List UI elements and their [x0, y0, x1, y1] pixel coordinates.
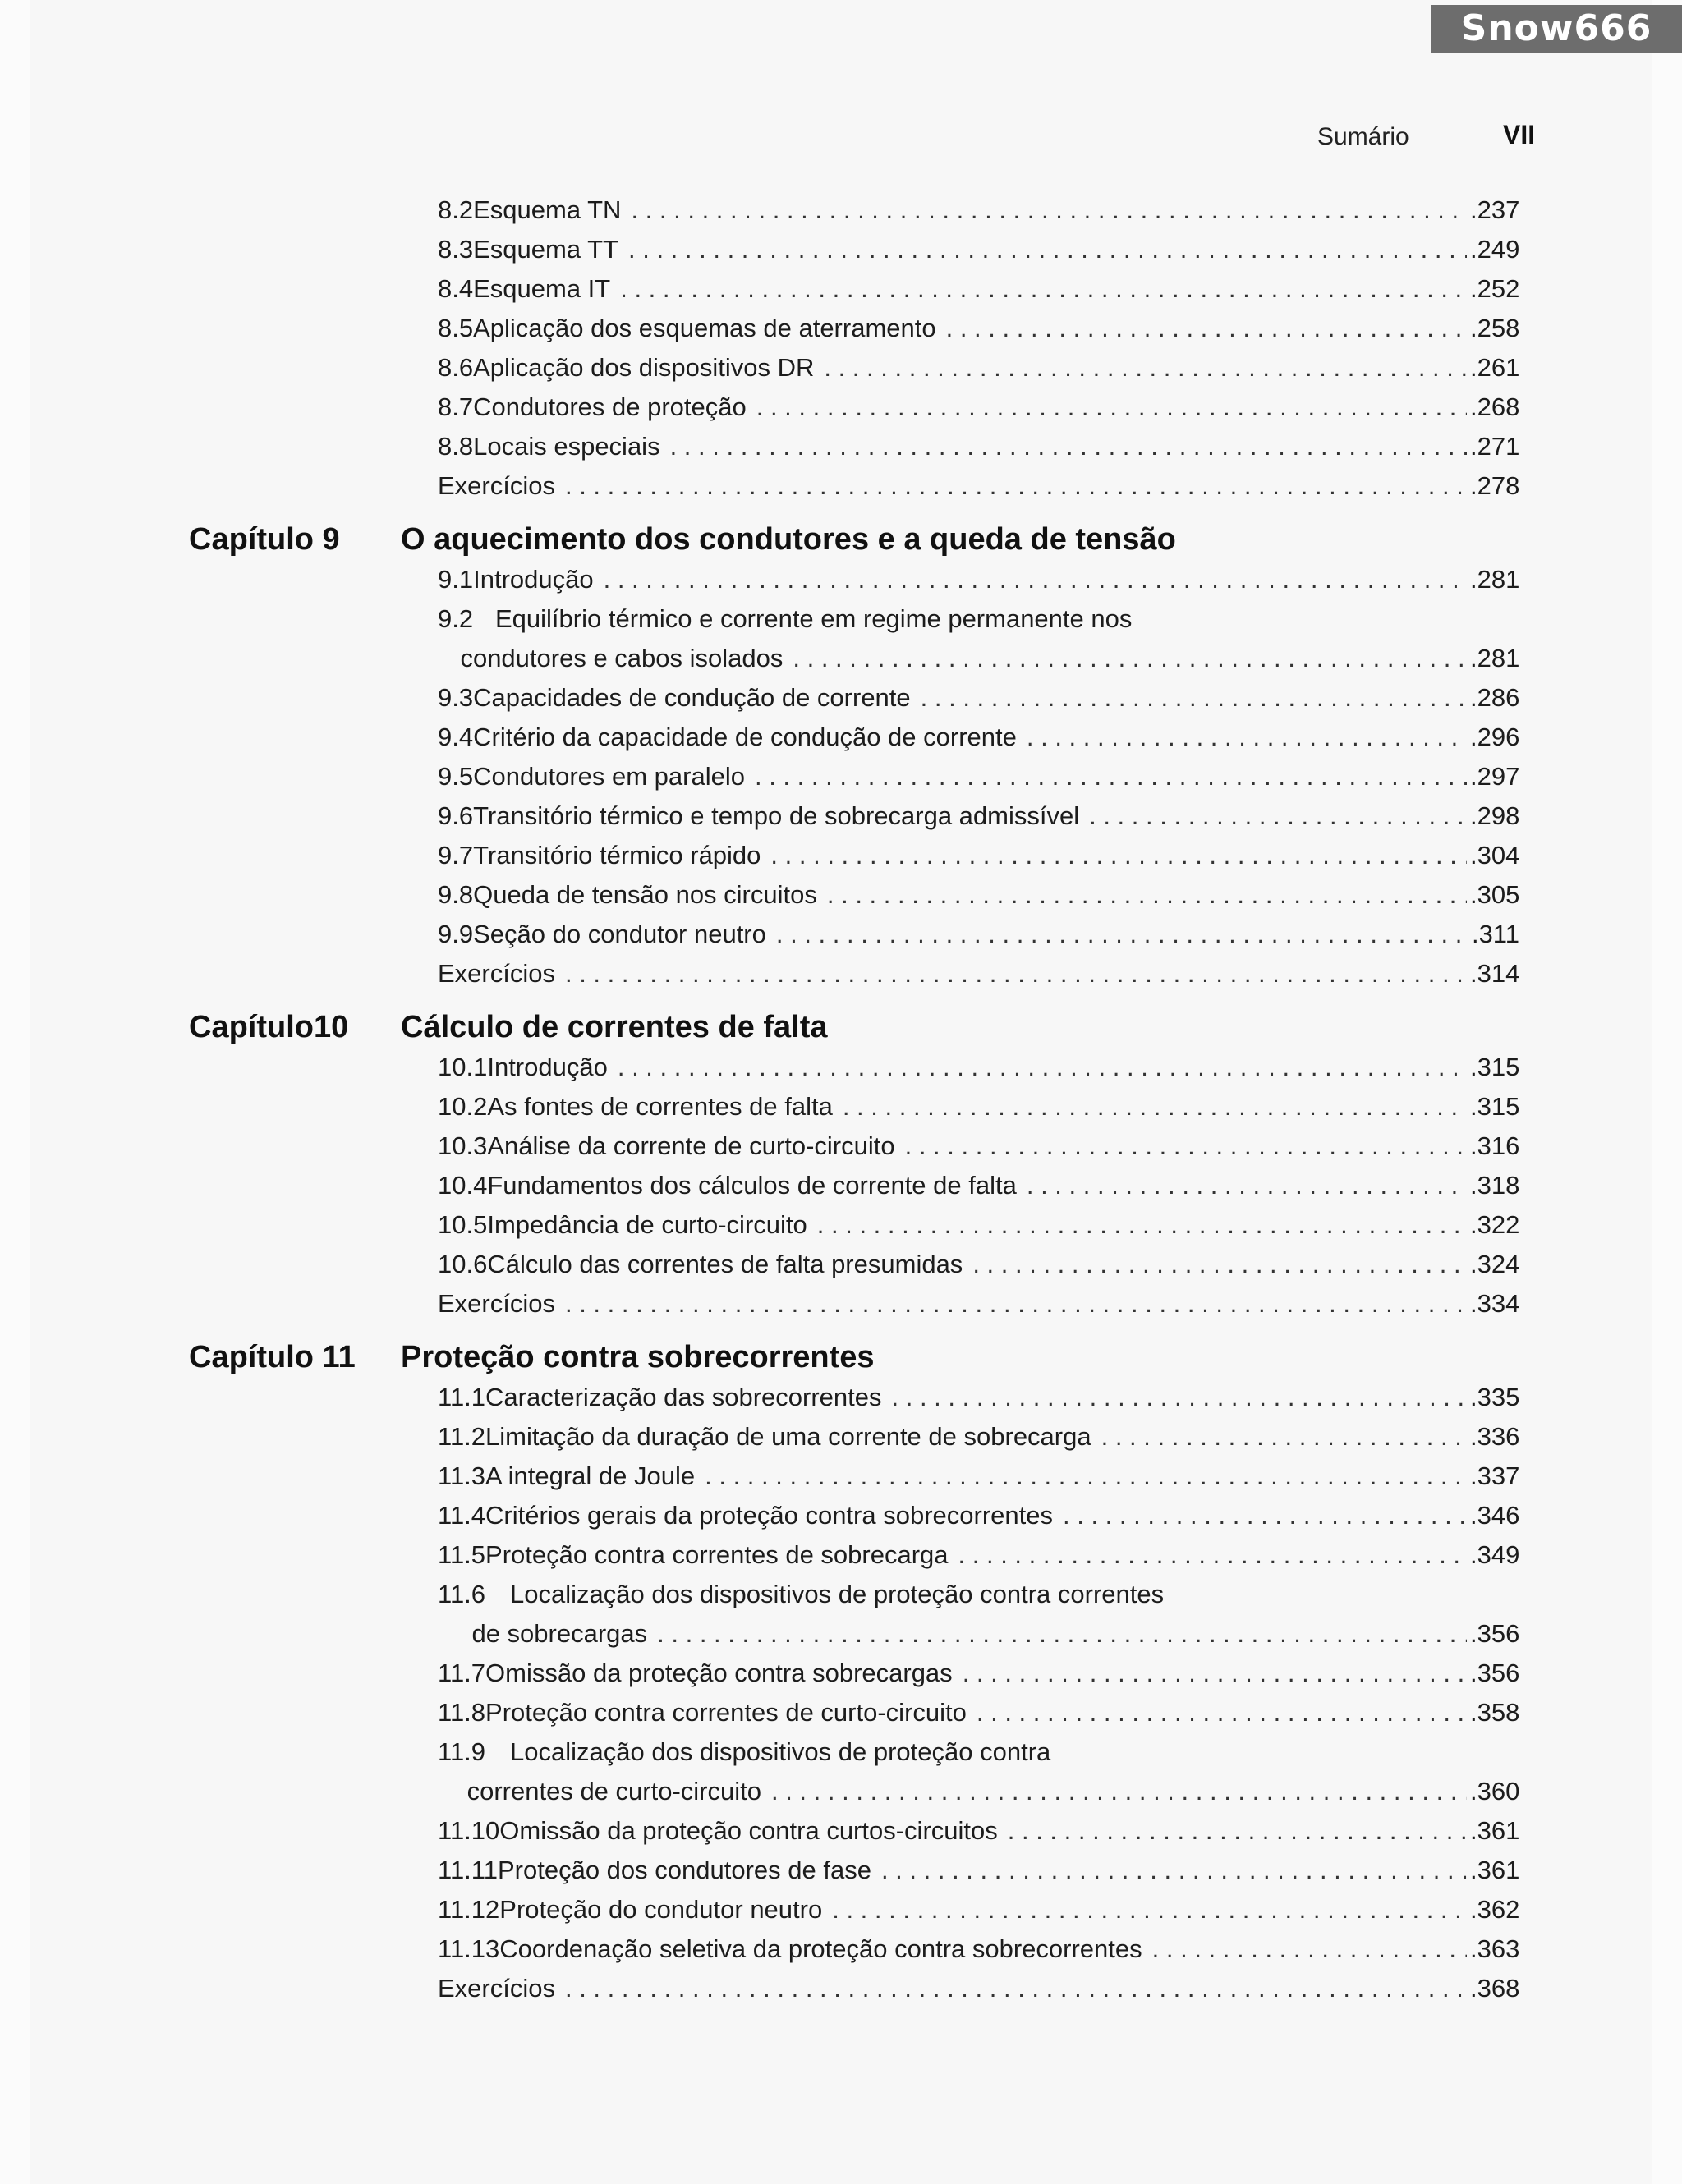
section-title: Proteção dos condutores de fase	[497, 1856, 871, 1884]
toc-entry[interactable]	[438, 1895, 1519, 1933]
section-number: 10.6	[438, 1250, 488, 1278]
dot-leader	[565, 471, 1467, 501]
page-number: .362	[1470, 1895, 1520, 1924]
section-number: 11.6	[438, 1580, 486, 1608]
section-title: Introdução	[473, 565, 594, 594]
toc-entry[interactable]	[438, 1619, 1519, 1657]
dot-leader	[892, 1383, 1468, 1412]
section-number: 11.3	[438, 1461, 486, 1490]
section-title: Exercícios	[438, 959, 555, 988]
dot-leader	[631, 195, 1467, 225]
page-number: .335	[1470, 1383, 1520, 1411]
section-number: 11.12	[438, 1895, 500, 1924]
section-title: Limitação da duração de uma corrente de sobrecarga	[485, 1422, 1091, 1451]
dot-leader	[824, 353, 1467, 383]
page-number: .281	[1470, 565, 1520, 594]
section-title: Cálculo das correntes de falta presumidas	[487, 1250, 963, 1278]
page-number: .311	[1471, 920, 1519, 948]
page-number: .314	[1470, 959, 1520, 988]
section-number: 9.3	[438, 683, 474, 712]
toc-entry[interactable]	[438, 959, 1519, 997]
dot-leader	[1063, 1501, 1467, 1530]
dot-leader	[832, 1895, 1467, 1925]
section-title: Coordenação seletiva da proteção contra sobrecorrentes	[499, 1934, 1142, 1963]
page-number: .315	[1470, 1053, 1520, 1081]
toc-entry[interactable]	[438, 392, 1519, 430]
section-title: Exercícios	[438, 1974, 555, 2003]
dot-leader	[776, 920, 1467, 949]
section-title: Fundamentos dos cálculos de corrente de falta	[487, 1171, 1017, 1200]
section-title: Equilíbrio térmico e corrente em regime permanente nos	[495, 604, 1133, 633]
section-number: 11.9	[438, 1737, 486, 1766]
toc-entry[interactable]	[438, 565, 1519, 603]
page-number: .296	[1470, 723, 1520, 751]
toc-entry[interactable]	[438, 1777, 1519, 1815]
toc-entry[interactable]	[438, 1461, 1519, 1499]
section-title: Esquema TN	[473, 195, 622, 224]
section-number: 11.10	[438, 1816, 500, 1845]
section-number: 11.5	[438, 1540, 486, 1569]
dot-leader	[670, 432, 1467, 461]
section-title: Proteção contra correntes de sobrecarga	[485, 1540, 949, 1569]
dot-leader	[620, 274, 1467, 304]
section-title: Condutores de proteção	[473, 392, 747, 421]
section-number: 10.5	[438, 1210, 488, 1239]
dot-leader	[1089, 801, 1467, 831]
dot-leader	[628, 235, 1467, 264]
page-number: .316	[1470, 1131, 1520, 1160]
dot-leader	[618, 1053, 1467, 1082]
toc-entry[interactable]	[438, 1092, 1519, 1130]
running-header-section: Sumário	[1317, 123, 1409, 150]
toc-entry[interactable]	[438, 353, 1519, 391]
section-title: Condutores em paralelo	[473, 762, 745, 791]
dot-leader	[657, 1619, 1467, 1649]
dot-leader	[1027, 1171, 1467, 1200]
page-number: .356	[1470, 1619, 1520, 1648]
page-number: .305	[1470, 880, 1520, 909]
page-number: .368	[1470, 1974, 1520, 2003]
page-number: .304	[1470, 841, 1520, 869]
section-title: Aplicação dos esquemas de aterramento	[473, 314, 936, 342]
section-title: de sobrecargas	[471, 1619, 648, 1648]
section-number: 10.4	[438, 1171, 488, 1200]
section-title: Proteção contra correntes de curto-circuito	[485, 1698, 967, 1727]
dot-leader	[705, 1461, 1467, 1491]
chapter-label: Capítulo 9	[189, 522, 340, 557]
running-header-page-number: VII	[1503, 120, 1536, 149]
section-number: 11.7	[438, 1659, 486, 1687]
dot-leader	[921, 683, 1467, 713]
section-title: Caracterização das sobrecorrentes	[485, 1383, 882, 1411]
page-number: .324	[1470, 1250, 1520, 1278]
page-number: .268	[1470, 392, 1520, 421]
section-title: Localização dos dispositivos de proteção contra correntes	[510, 1580, 1165, 1608]
dot-leader	[771, 1777, 1467, 1806]
section-title: Transitório térmico e tempo de sobrecarga admissível	[473, 801, 1080, 830]
page-number: .356	[1470, 1659, 1520, 1687]
section-title: Seção do condutor neutro	[473, 920, 766, 948]
chapter-label: Capítulo 11	[189, 1340, 356, 1374]
section-title: Queda de tensão nos circuitos	[473, 880, 817, 909]
section-title: Introdução	[487, 1053, 608, 1081]
dot-leader	[1101, 1422, 1467, 1452]
section-title: condutores e cabos isolados	[460, 644, 784, 672]
chapter-label: Capítulo10	[189, 1010, 349, 1044]
dot-leader	[827, 880, 1467, 910]
dot-leader	[755, 762, 1467, 791]
dot-leader	[1027, 723, 1467, 752]
toc-entry[interactable]	[438, 1974, 1519, 2012]
section-number: 8.2	[438, 195, 474, 224]
section-number: 10.1	[438, 1053, 488, 1081]
page-number: .360	[1470, 1777, 1520, 1805]
dot-leader	[905, 1131, 1467, 1161]
dot-leader	[963, 1659, 1467, 1688]
page-number: .336	[1470, 1422, 1520, 1451]
toc-entry[interactable]	[438, 1131, 1519, 1169]
page-number: .271	[1470, 432, 1520, 461]
section-title: Localização dos dispositivos de proteção contra	[510, 1737, 1051, 1766]
toc-entry-first-line	[438, 1737, 1050, 1775]
section-title: Proteção do condutor neutro	[499, 1895, 823, 1924]
section-title: Omissão da proteção contra sobrecargas	[485, 1659, 953, 1687]
section-number: 9.2	[438, 604, 474, 633]
toc-entry[interactable]	[438, 1289, 1519, 1327]
section-number: 11.4	[438, 1501, 486, 1530]
section-number: 8.7	[438, 392, 474, 421]
page-number: .322	[1470, 1210, 1520, 1239]
dot-leader	[843, 1092, 1467, 1122]
page-number: .361	[1470, 1856, 1520, 1884]
toc-entry[interactable]	[438, 1816, 1519, 1854]
section-title: Exercícios	[438, 471, 555, 500]
dot-leader	[793, 644, 1467, 673]
section-number: 9.9	[438, 920, 474, 948]
section-title: Critério da capacidade de condução de corrente	[473, 723, 1017, 751]
toc-entry[interactable]	[438, 1422, 1519, 1460]
section-title: Locais especiais	[473, 432, 660, 461]
toc-entry[interactable]	[438, 920, 1519, 957]
dot-leader	[565, 959, 1467, 989]
toc-entry[interactable]	[438, 314, 1519, 351]
toc-entry[interactable]	[438, 1250, 1519, 1287]
chapter-title: O aquecimento dos condutores e a queda de tensão	[401, 522, 1176, 557]
page-number: .363	[1470, 1934, 1520, 1963]
section-title: Exercícios	[438, 1289, 555, 1318]
page-number: .337	[1470, 1461, 1520, 1490]
page-number: .281	[1470, 644, 1520, 672]
page-number: .334	[1470, 1289, 1520, 1318]
section-number: 8.5	[438, 314, 474, 342]
section-number: 8.8	[438, 432, 474, 461]
section-number: 11.2	[438, 1422, 486, 1451]
section-title: Omissão da proteção contra curtos-circuitos	[499, 1816, 998, 1845]
toc-entry[interactable]	[438, 1501, 1519, 1539]
toc-entry[interactable]	[438, 1053, 1519, 1090]
section-number: 11.11	[438, 1856, 498, 1884]
section-number: 11.1	[438, 1383, 486, 1411]
dot-leader	[565, 1289, 1467, 1319]
section-title: Aplicação dos dispositivos DR	[473, 353, 815, 382]
section-title: Transitório térmico rápido	[473, 841, 761, 869]
toc-entry[interactable]	[438, 432, 1519, 470]
section-title: As fontes de correntes de falta	[487, 1092, 833, 1121]
page-number: .358	[1470, 1698, 1520, 1727]
page-number: .297	[1470, 762, 1520, 791]
toc-entry[interactable]	[438, 683, 1519, 721]
page-number: .261	[1470, 353, 1520, 382]
toc-entry[interactable]	[438, 1210, 1519, 1248]
dot-leader	[770, 841, 1467, 870]
section-number: 8.4	[438, 274, 474, 303]
page-number: .258	[1470, 314, 1520, 342]
toc-entry[interactable]	[438, 1540, 1519, 1578]
chapter-heading	[189, 1340, 875, 1386]
section-title: Esquema TT	[473, 235, 618, 264]
page-number: .252	[1470, 274, 1520, 303]
page-number: .278	[1470, 471, 1520, 500]
toc-entry[interactable]	[438, 1698, 1519, 1736]
chapter-title: Cálculo de correntes de falta	[401, 1010, 828, 1044]
dot-leader	[977, 1698, 1467, 1727]
dot-leader	[958, 1540, 1467, 1570]
section-number: 9.6	[438, 801, 474, 830]
toc-entry[interactable]	[438, 1171, 1519, 1209]
dot-leader	[881, 1856, 1467, 1885]
section-title: Esquema IT	[473, 274, 611, 303]
toc-entry[interactable]	[438, 471, 1519, 509]
page-number: .318	[1470, 1171, 1520, 1200]
section-number: 9.5	[438, 762, 474, 791]
page-number: .361	[1470, 1816, 1520, 1845]
section-number: 9.1	[438, 565, 474, 594]
page-number: .249	[1470, 235, 1520, 264]
page-number: .237	[1470, 195, 1520, 224]
dot-leader	[972, 1250, 1467, 1279]
page-number: .286	[1470, 683, 1520, 712]
toc-entry[interactable]	[438, 644, 1519, 681]
section-number: 8.3	[438, 235, 474, 264]
chapter-heading	[189, 1010, 828, 1056]
section-title: Critérios gerais da proteção contra sobrecorrentes	[485, 1501, 1053, 1530]
page-number: .298	[1470, 801, 1520, 830]
section-title: A integral de Joule	[485, 1461, 696, 1490]
chapter-heading	[189, 522, 1176, 568]
section-title: Impedância de curto-circuito	[487, 1210, 807, 1239]
dot-leader	[604, 565, 1467, 594]
toc-entry[interactable]	[438, 723, 1519, 760]
section-number: 10.2	[438, 1092, 488, 1121]
toc-entry[interactable]	[438, 801, 1519, 839]
section-title: Capacidades de condução de corrente	[473, 683, 911, 712]
dot-leader	[1152, 1934, 1467, 1964]
toc-entry[interactable]	[438, 880, 1519, 918]
section-number: 11.13	[438, 1934, 500, 1963]
section-number: 9.4	[438, 723, 474, 751]
section-title: correntes de curto-circuito	[466, 1777, 761, 1805]
page-number: .315	[1470, 1092, 1520, 1121]
section-number: 10.3	[438, 1131, 488, 1160]
toc-entry[interactable]	[438, 1934, 1519, 1972]
section-number: 8.6	[438, 353, 474, 382]
section-number: 9.7	[438, 841, 474, 869]
page-number: .349	[1470, 1540, 1520, 1569]
dot-leader	[565, 1974, 1467, 2003]
toc-entry[interactable]	[438, 235, 1519, 273]
toc-entry[interactable]	[438, 841, 1519, 879]
toc-entry[interactable]	[438, 1856, 1519, 1893]
watermark-logo: Snow666	[1431, 5, 1682, 53]
section-title: Análise da corrente de curto-circuito	[487, 1131, 895, 1160]
dot-leader	[817, 1210, 1467, 1240]
toc-entry[interactable]	[438, 1383, 1519, 1420]
dot-leader	[756, 392, 1467, 422]
toc-entry[interactable]	[438, 195, 1519, 233]
toc-entry-first-line	[438, 1580, 1164, 1617]
dot-leader	[1008, 1816, 1467, 1846]
toc-entry-first-line	[438, 604, 1132, 642]
section-number: 11.8	[438, 1698, 486, 1727]
toc-entry[interactable]	[438, 762, 1519, 800]
toc-entry[interactable]	[438, 1659, 1519, 1696]
toc-entry[interactable]	[438, 274, 1519, 312]
page-number: .346	[1470, 1501, 1520, 1530]
chapter-title: Proteção contra sobrecorrentes	[401, 1340, 875, 1374]
section-number: 9.8	[438, 880, 474, 909]
dot-leader	[946, 314, 1467, 343]
